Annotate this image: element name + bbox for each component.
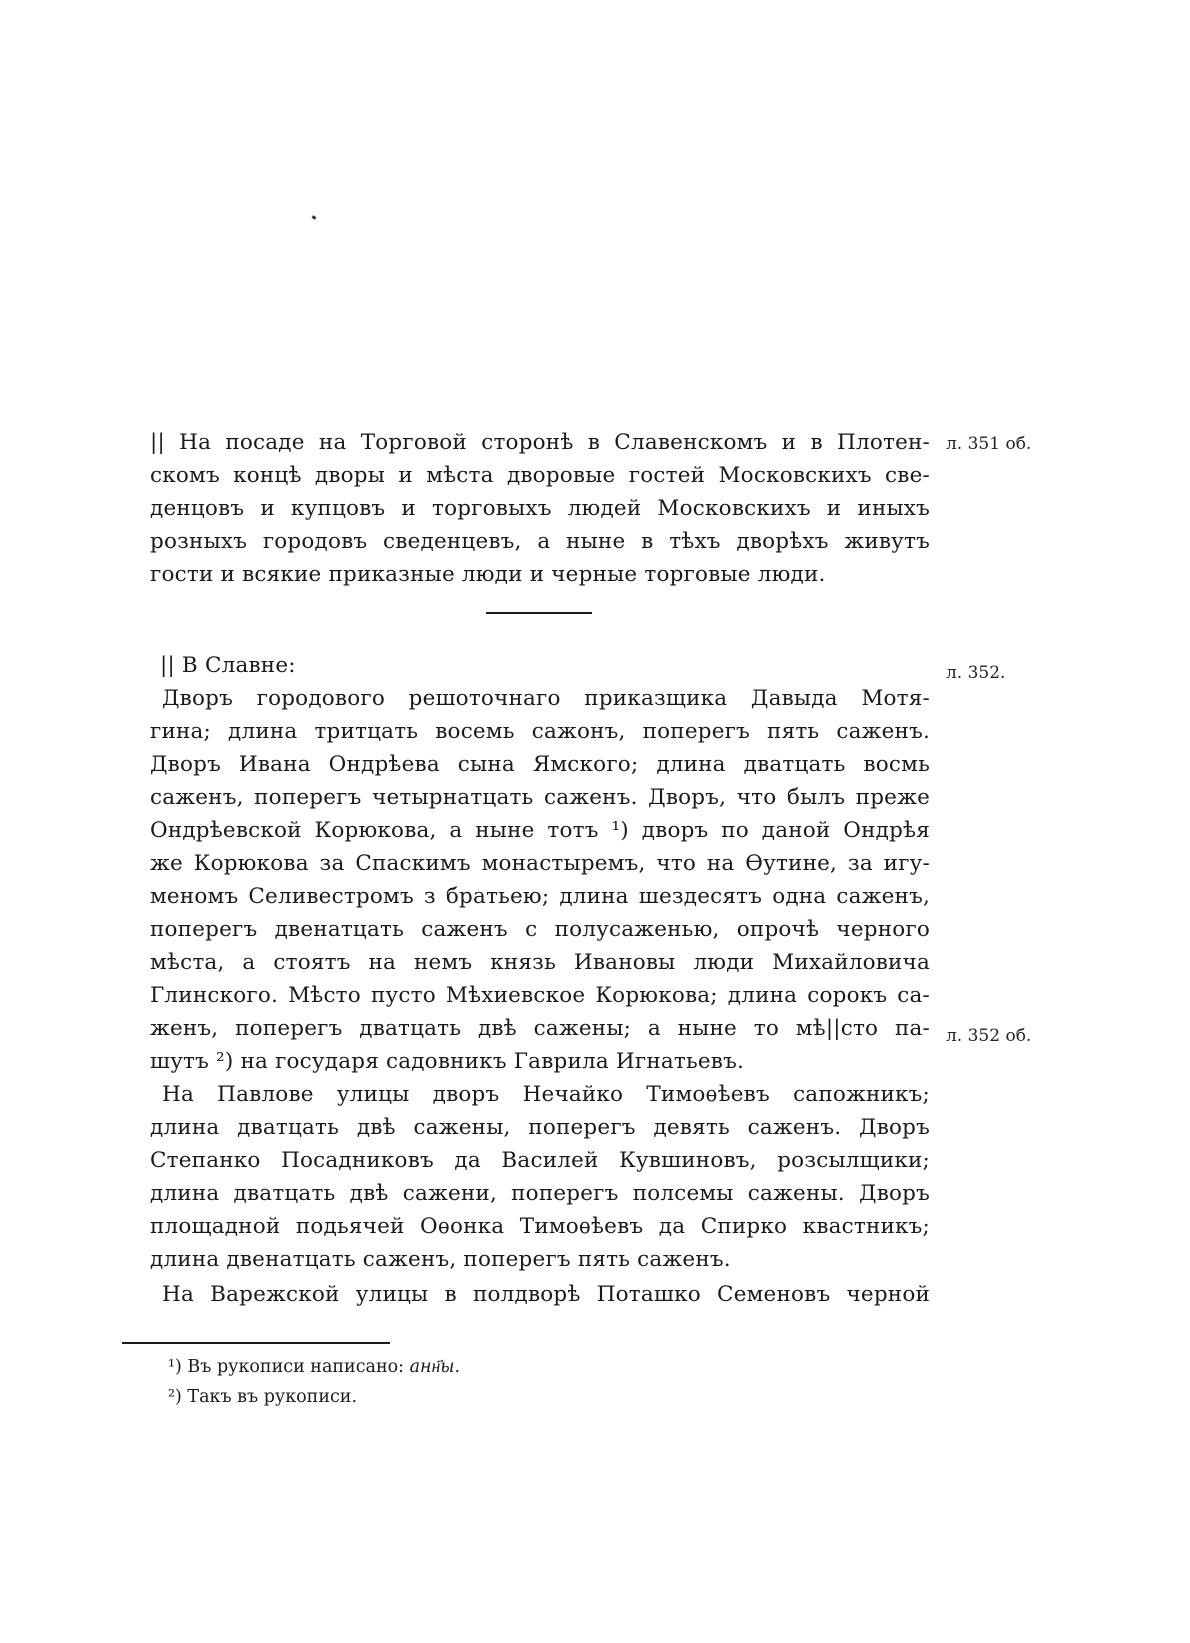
section1-line-3: денцовъ и купцовъ и торговыхъ людей Московскихъ и иныхъ [150,496,930,521]
footnote-1-text: ¹) Въ рукописи написано: [168,1357,405,1377]
section2-line-12: шутъ ²) на государя садовникъ Гаврила Игнатьевъ. [150,1049,745,1074]
footnote-separator [122,1342,390,1344]
margin-folio-note: л. 352. [946,663,1006,683]
section1-line-1: || На посаде на Торговой сторонѣ в Славенскомъ и в Плотен- [150,430,930,455]
margin-folio-note: л. 352 об. [946,1026,1032,1046]
footnote-1-italic-word: анн҃ы. [409,1357,461,1377]
footnote-1 [168,1354,460,1380]
section2-line-7: меномъ Селивестромъ з братьею; длина шездесятъ одна саженъ, [150,884,930,909]
margin-folio-note: л. 351 об. [946,434,1032,454]
section2-line-1: Дворъ городового решоточнаго приказщика Давыда Мотя- [162,686,930,711]
section2-line-18: длина двенатцать саженъ, поперегъ пять саженъ. [150,1247,731,1272]
section1-line-4: розныхъ городовъ сведенцевъ, а ныне в тѣхъ дворѣхъ живутъ [150,529,930,554]
footnote-2: ²) Такъ въ рукописи. [168,1387,358,1407]
section2-line-15: Степанко Посадниковъ да Василей Кувшиновъ, розсылщики; [150,1148,930,1173]
section2-line-10: Глинского. Мѣсто пусто Мѣхиевское Корюкова; длина сорокъ са- [150,983,930,1008]
section2-line-8: поперегъ двенатцать саженъ с полусаженью, опрочѣ черного [150,917,930,942]
section2-line-17: площадной подьячей Оѳонка Тимоѳѣевъ да Спирко квастникъ; [150,1214,930,1239]
section2-line-6: же Корюкова за Спаскимъ монастыремъ, что на Ѳутине, за игу- [150,851,930,876]
section2-line-2: гина; длина тритцать восемь сажонъ, поперегъ пять саженъ. [150,719,930,744]
section2-line-16: длина дватцать двѣ сажени, поперегъ полсемы сажены. Дворъ [150,1181,930,1206]
section1-line-5: гости и всякие приказные люди и черные торговые люди. [150,562,826,587]
print-speck [312,215,317,220]
section2-line-14: длина дватцать двѣ сажены, поперегъ девять саженъ. Дворъ [150,1115,930,1140]
section2-line-3: Дворъ Ивана Ондрѣева сына Ямского; длина дватцать восмь [150,752,930,777]
section2-line-9: мѣста, а стоятъ на немъ князь Ивановы люди Михайловича [150,950,930,975]
section2-line-19: На Варежской улицы в полдворѣ Поташко Семеновъ черной [162,1282,930,1307]
section2-line-11: женъ, поперегъ дватцать двѣ сажены; а ныне то мѣ||сто па- [150,1016,930,1041]
section-divider [486,612,592,614]
section1-line-2: скомъ концѣ дворы и мѣста дворовые гостей Московскихъ све- [150,463,930,488]
section2-heading: || В Славне: [160,653,296,678]
section2-line-13: На Павлове улицы дворъ Нечайко Тимоѳѣевъ сапожникъ; [162,1082,930,1107]
section2-line-5: Ондрѣевской Корюкова, а ныне тотъ ¹) дворъ по даной Ондрѣя [150,818,930,843]
section2-line-4: саженъ, поперегъ четырнатцать саженъ. Дворъ, что былъ преже [150,785,930,810]
